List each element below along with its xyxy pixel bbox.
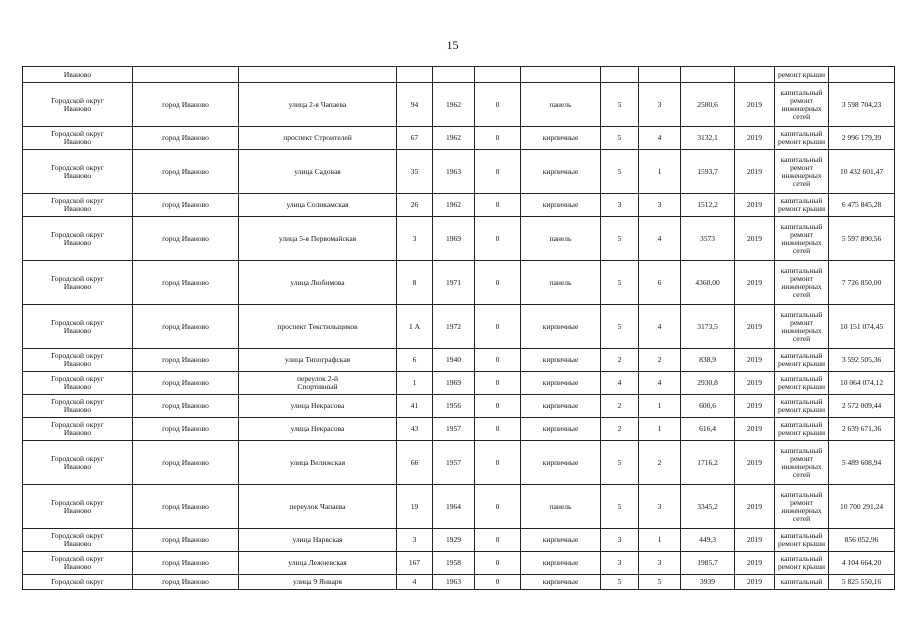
cell-settlement: город Иваново xyxy=(133,575,239,590)
cell-settlement: город Иваново xyxy=(133,127,239,150)
cell-street: улица Типографская xyxy=(239,349,397,372)
cell-year-built: 1958 xyxy=(433,552,475,575)
cell-plan-year: 2019 xyxy=(735,305,775,349)
cell-plan-year: 2019 xyxy=(735,418,775,441)
cell-settlement: город Иваново xyxy=(133,349,239,372)
cell-street: улица 5-я Первомайская xyxy=(239,217,397,261)
cell-plan-year: 2019 xyxy=(735,217,775,261)
cell-work-type: капитальный ремонт инженерных сетей xyxy=(775,261,829,305)
table-row xyxy=(23,552,895,575)
cell-street: улица Велижская xyxy=(239,441,397,485)
cell-settlement: город Иваново xyxy=(133,150,239,194)
table-row xyxy=(23,575,895,590)
cell-municipality: Городской округ Иваново xyxy=(23,485,133,529)
cell-floors: 3 xyxy=(601,529,639,552)
table-row xyxy=(23,395,895,418)
cell-plan-year: 2019 xyxy=(735,372,775,395)
cell-municipality: Городской округ Иваново xyxy=(23,441,133,485)
cell-work-type: капитальный ремонт крыши xyxy=(775,349,829,372)
cell-street xyxy=(239,67,397,83)
cell-plan-year: 2019 xyxy=(735,395,775,418)
cell-house-number: 41 xyxy=(397,395,433,418)
cell-street: проспект Строителей xyxy=(239,127,397,150)
cell-plan-year: 2019 xyxy=(735,194,775,217)
cell-year-built: 1929 xyxy=(433,529,475,552)
cell-street: улица Соликамская xyxy=(239,194,397,217)
cell-year-built: 1963 xyxy=(433,150,475,194)
cell-work-cost: 7 726 850,00 xyxy=(829,261,895,305)
cell-floors: 5 xyxy=(601,305,639,349)
cell-year-built: 1969 xyxy=(433,372,475,395)
cell-municipality: Городской округ Иваново xyxy=(23,194,133,217)
cell-municipality: Городской округ Иваново xyxy=(23,372,133,395)
cell-municipality: Иваново xyxy=(23,67,133,83)
cell-work-type: ремонт крыши xyxy=(775,67,829,83)
cell-municipality: Городской округ Иваново xyxy=(23,83,133,127)
cell-floors: 5 xyxy=(601,127,639,150)
cell-street: улица Некрасова xyxy=(239,418,397,441)
cell-total-area: 3173,5 xyxy=(681,305,735,349)
cell-plan-year: 2019 xyxy=(735,261,775,305)
cell-municipality: Городской округ Иваново xyxy=(23,305,133,349)
cell-municipality: Городской округ Иваново xyxy=(23,529,133,552)
cell-municipality: Городской округ Иваново xyxy=(23,261,133,305)
cell-floors: 5 xyxy=(601,261,639,305)
cell-total-area: 4360,00 xyxy=(681,261,735,305)
cell-plan-year: 2019 xyxy=(735,349,775,372)
cell-work-cost: 10 700 291,24 xyxy=(829,485,895,529)
cell-work-type: капитальный ремонт инженерных сетей xyxy=(775,217,829,261)
cell-wall-material: кирпичные xyxy=(521,575,601,590)
cell-wall-material: кирпичные xyxy=(521,441,601,485)
cell-street: улица Некрасова xyxy=(239,395,397,418)
cell-entrances: 1 xyxy=(639,395,681,418)
cell-work-cost: 6 475 845,28 xyxy=(829,194,895,217)
cell-work-cost: 3 592 505,36 xyxy=(829,349,895,372)
cell-floors xyxy=(601,67,639,83)
cell-total-area: 1985,7 xyxy=(681,552,735,575)
cell-house-number: 66 xyxy=(397,441,433,485)
cell-year-overhaul: 0 xyxy=(475,261,521,305)
cell-work-cost: 5 597 890,56 xyxy=(829,217,895,261)
cell-plan-year: 2019 xyxy=(735,150,775,194)
cell-street: переулок 2-й Спортивный xyxy=(239,372,397,395)
cell-year-built: 1972 xyxy=(433,305,475,349)
cell-year-overhaul: 0 xyxy=(475,217,521,261)
cell-total-area: 1593,7 xyxy=(681,150,735,194)
cell-settlement: город Иваново xyxy=(133,261,239,305)
cell-work-type: капитальный ремонт инженерных сетей xyxy=(775,305,829,349)
cell-municipality: Городской округ Иваново xyxy=(23,395,133,418)
cell-total-area: 2930,8 xyxy=(681,372,735,395)
cell-floors: 5 xyxy=(601,217,639,261)
page-number: 15 xyxy=(446,38,459,52)
table-row xyxy=(23,441,895,485)
cell-year-overhaul: 0 xyxy=(475,305,521,349)
cell-entrances: 1 xyxy=(639,529,681,552)
cell-house-number: 35 xyxy=(397,150,433,194)
cell-year-overhaul: 0 xyxy=(475,529,521,552)
cell-total-area: 1512,2 xyxy=(681,194,735,217)
table-row xyxy=(23,127,895,150)
cell-work-type: капитальный xyxy=(775,575,829,590)
cell-year-overhaul: 0 xyxy=(475,372,521,395)
cell-floors: 4 xyxy=(601,372,639,395)
cell-street: улица Любимова xyxy=(239,261,397,305)
cell-entrances: 3 xyxy=(639,485,681,529)
cell-wall-material: панель xyxy=(521,261,601,305)
cell-house-number: 4 xyxy=(397,575,433,590)
cell-year-built: 1963 xyxy=(433,575,475,590)
cell-work-type: капитальный ремонт инженерных сетей xyxy=(775,150,829,194)
cell-settlement: город Иваново xyxy=(133,529,239,552)
cell-work-cost: 2 996 179,39 xyxy=(829,127,895,150)
cell-entrances xyxy=(639,67,681,83)
cell-work-type: капитальный ремонт крыши xyxy=(775,395,829,418)
table-row xyxy=(23,194,895,217)
cell-floors: 2 xyxy=(601,349,639,372)
cell-wall-material: кирпичные xyxy=(521,305,601,349)
cell-municipality: Городской округ Иваново xyxy=(23,552,133,575)
table-row xyxy=(23,67,895,83)
cell-settlement: город Иваново xyxy=(133,194,239,217)
cell-year-built: 1962 xyxy=(433,127,475,150)
cell-work-type: капитальный ремонт крыши xyxy=(775,372,829,395)
cell-wall-material: кирпичные xyxy=(521,395,601,418)
table-row xyxy=(23,305,895,349)
cell-plan-year: 2019 xyxy=(735,552,775,575)
cell-year-built: 1962 xyxy=(433,194,475,217)
cell-entrances: 4 xyxy=(639,305,681,349)
housing-repair-table xyxy=(22,66,895,590)
cell-work-cost: 5 825 550,16 xyxy=(829,575,895,590)
cell-work-cost: 4 104 664,20 xyxy=(829,552,895,575)
cell-floors: 5 xyxy=(601,441,639,485)
cell-plan-year: 2019 xyxy=(735,83,775,127)
cell-wall-material: кирпичные xyxy=(521,418,601,441)
cell-year-overhaul: 0 xyxy=(475,150,521,194)
cell-entrances: 2 xyxy=(639,349,681,372)
cell-wall-material: панель xyxy=(521,217,601,261)
cell-total-area: 3939 xyxy=(681,575,735,590)
cell-settlement: город Иваново xyxy=(133,83,239,127)
cell-floors: 5 xyxy=(601,83,639,127)
cell-work-cost: 5 489 608,94 xyxy=(829,441,895,485)
cell-year-built: 1956 xyxy=(433,395,475,418)
cell-entrances: 6 xyxy=(639,261,681,305)
cell-house-number: 43 xyxy=(397,418,433,441)
cell-house-number: 6 xyxy=(397,349,433,372)
cell-work-type: капитальный ремонт крыши xyxy=(775,194,829,217)
cell-settlement: город Иваново xyxy=(133,305,239,349)
cell-entrances: 4 xyxy=(639,372,681,395)
cell-house-number: 1 А xyxy=(397,305,433,349)
cell-entrances: 3 xyxy=(639,194,681,217)
cell-year-overhaul: 0 xyxy=(475,194,521,217)
cell-work-type: капитальный ремонт инженерных сетей xyxy=(775,83,829,127)
cell-wall-material: кирпичные xyxy=(521,127,601,150)
cell-plan-year: 2019 xyxy=(735,529,775,552)
cell-year-overhaul: 0 xyxy=(475,441,521,485)
cell-work-cost: 2 572 009,44 xyxy=(829,395,895,418)
cell-floors: 2 xyxy=(601,395,639,418)
cell-house-number xyxy=(397,67,433,83)
cell-entrances: 3 xyxy=(639,83,681,127)
cell-wall-material: панель xyxy=(521,485,601,529)
cell-floors: 5 xyxy=(601,485,639,529)
cell-street: переулок Чапаева xyxy=(239,485,397,529)
cell-plan-year: 2019 xyxy=(735,575,775,590)
cell-work-cost: 10 151 074,45 xyxy=(829,305,895,349)
cell-settlement: город Иваново xyxy=(133,372,239,395)
cell-work-type: капитальный ремонт крыши xyxy=(775,529,829,552)
cell-municipality: Городской округ Иваново xyxy=(23,217,133,261)
table-row xyxy=(23,485,895,529)
cell-year-overhaul: 0 xyxy=(475,575,521,590)
cell-work-cost: 2 639 671,36 xyxy=(829,418,895,441)
cell-year-built: 1962 xyxy=(433,83,475,127)
cell-plan-year: 2019 xyxy=(735,127,775,150)
cell-total-area: 1716,2 xyxy=(681,441,735,485)
cell-year-overhaul: 0 xyxy=(475,83,521,127)
cell-year-overhaul xyxy=(475,67,521,83)
cell-house-number: 26 xyxy=(397,194,433,217)
cell-total-area: 3573 xyxy=(681,217,735,261)
cell-wall-material: кирпичные xyxy=(521,372,601,395)
cell-total-area: 838,9 xyxy=(681,349,735,372)
cell-entrances: 4 xyxy=(639,127,681,150)
cell-settlement: город Иваново xyxy=(133,441,239,485)
cell-street: улица Лежневская xyxy=(239,552,397,575)
cell-floors: 5 xyxy=(601,575,639,590)
cell-plan-year xyxy=(735,67,775,83)
cell-house-number: 94 xyxy=(397,83,433,127)
cell-floors: 5 xyxy=(601,150,639,194)
cell-work-cost xyxy=(829,67,895,83)
cell-house-number: 3 xyxy=(397,217,433,261)
cell-year-overhaul: 0 xyxy=(475,127,521,150)
cell-entrances: 4 xyxy=(639,217,681,261)
table-row xyxy=(23,83,895,127)
cell-total-area: 2580,6 xyxy=(681,83,735,127)
table-row xyxy=(23,418,895,441)
cell-wall-material: кирпичные xyxy=(521,552,601,575)
table-row xyxy=(23,150,895,194)
cell-wall-material: кирпичные xyxy=(521,150,601,194)
cell-house-number: 67 xyxy=(397,127,433,150)
cell-year-overhaul: 0 xyxy=(475,552,521,575)
cell-settlement: город Иваново xyxy=(133,217,239,261)
cell-wall-material: кирпичные xyxy=(521,529,601,552)
cell-house-number: 8 xyxy=(397,261,433,305)
cell-municipality: Городской округ xyxy=(23,575,133,590)
cell-house-number: 1 xyxy=(397,372,433,395)
cell-municipality: Городской округ Иваново xyxy=(23,418,133,441)
cell-year-overhaul: 0 xyxy=(475,485,521,529)
cell-house-number: 19 xyxy=(397,485,433,529)
cell-street: улица 9 Января xyxy=(239,575,397,590)
cell-entrances: 1 xyxy=(639,418,681,441)
table-row xyxy=(23,217,895,261)
cell-total-area xyxy=(681,67,735,83)
cell-settlement: город Иваново xyxy=(133,552,239,575)
cell-house-number: 167 xyxy=(397,552,433,575)
cell-wall-material: кирпичные xyxy=(521,349,601,372)
cell-total-area: 449,3 xyxy=(681,529,735,552)
cell-work-cost: 856 052,96 xyxy=(829,529,895,552)
cell-year-built: 1957 xyxy=(433,441,475,485)
table-row xyxy=(23,529,895,552)
cell-work-type: капитальный ремонт крыши xyxy=(775,552,829,575)
cell-floors: 3 xyxy=(601,552,639,575)
cell-municipality: Городской округ Иваново xyxy=(23,150,133,194)
table-row xyxy=(23,349,895,372)
cell-total-area: 3345,2 xyxy=(681,485,735,529)
cell-settlement: город Иваново xyxy=(133,485,239,529)
cell-entrances: 5 xyxy=(639,575,681,590)
cell-floors: 3 xyxy=(601,194,639,217)
table-body xyxy=(23,67,895,590)
table-row xyxy=(23,372,895,395)
cell-settlement: город Иваново xyxy=(133,395,239,418)
table-row xyxy=(23,261,895,305)
cell-work-type: капитальный ремонт инженерных сетей xyxy=(775,441,829,485)
cell-plan-year: 2019 xyxy=(735,441,775,485)
cell-floors: 2 xyxy=(601,418,639,441)
cell-settlement xyxy=(133,67,239,83)
cell-entrances: 3 xyxy=(639,552,681,575)
cell-municipality: Городской округ Иваново xyxy=(23,349,133,372)
cell-wall-material: кирпичные xyxy=(521,194,601,217)
cell-plan-year: 2019 xyxy=(735,485,775,529)
cell-year-overhaul: 0 xyxy=(475,395,521,418)
cell-work-type: капитальный ремонт крыши xyxy=(775,418,829,441)
cell-year-built: 1940 xyxy=(433,349,475,372)
cell-total-area: 3132,1 xyxy=(681,127,735,150)
cell-entrances: 1 xyxy=(639,150,681,194)
cell-entrances: 2 xyxy=(639,441,681,485)
cell-wall-material xyxy=(521,67,601,83)
cell-work-cost: 3 598 704,23 xyxy=(829,83,895,127)
cell-street: улица 2-я Чапаева xyxy=(239,83,397,127)
cell-year-built: 1964 xyxy=(433,485,475,529)
cell-total-area: 600,6 xyxy=(681,395,735,418)
cell-year-built: 1969 xyxy=(433,217,475,261)
cell-street: улица Садовая xyxy=(239,150,397,194)
cell-municipality: Городской округ Иваново xyxy=(23,127,133,150)
cell-total-area: 616,4 xyxy=(681,418,735,441)
cell-street: проспект Текстильщиков xyxy=(239,305,397,349)
cell-house-number: 3 xyxy=(397,529,433,552)
cell-work-cost: 10 432 601,47 xyxy=(829,150,895,194)
cell-settlement: город Иваново xyxy=(133,418,239,441)
cell-year-overhaul: 0 xyxy=(475,349,521,372)
cell-work-type: капитальный ремонт крыши xyxy=(775,127,829,150)
cell-work-type: капитальный ремонт инженерных сетей xyxy=(775,485,829,529)
cell-work-cost: 10 064 074,12 xyxy=(829,372,895,395)
cell-street: улица Нарвская xyxy=(239,529,397,552)
cell-year-overhaul: 0 xyxy=(475,418,521,441)
cell-year-built: 1957 xyxy=(433,418,475,441)
cell-year-built xyxy=(433,67,475,83)
cell-year-built: 1971 xyxy=(433,261,475,305)
cell-wall-material: панель xyxy=(521,83,601,127)
